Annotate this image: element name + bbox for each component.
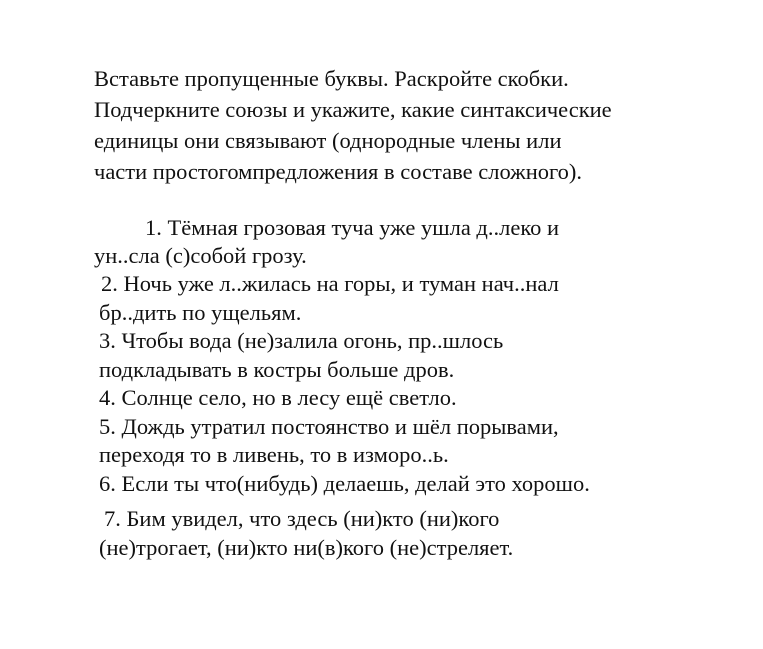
item-number: 3. — [99, 328, 116, 353]
exercise-item-7 — [104, 503, 499, 534]
item-text: Если ты что(нибудь) делаешь, делай это хорошо. — [121, 471, 590, 496]
instruction-line-2: Подчеркните союзы и укажите, какие синтаксические — [94, 97, 612, 122]
item-number: 5. — [99, 414, 116, 439]
item-7-continuation: (не)трогает, (ни)кто ни(в)кого (не)стреляет. — [99, 535, 514, 560]
instruction-line-4: части простогомпредложения в составе сложного). — [94, 159, 583, 184]
exercise-item-3 — [99, 325, 503, 356]
item-text: Чтобы вода (не)залила огонь, пр..шлось — [121, 328, 504, 353]
item-text: Тёмная грозовая туча уже ушла д..леко и — [167, 215, 560, 240]
item-3-continuation: подкладывать в костры больше дров. — [99, 357, 455, 382]
instruction-line-3: единицы они связывают (однородные члены или — [94, 128, 562, 153]
instruction-line-1: Вставьте пропущенные буквы. Раскройте скобки. — [94, 66, 569, 91]
exercise-item-5 — [99, 411, 559, 442]
exercise-item-2 — [101, 268, 559, 299]
item-1-continuation: ун..сла (с)собой грозу. — [94, 243, 307, 268]
exercise-item-1 — [145, 212, 559, 243]
item-text: Ночь уже л..жилась на горы, и туман нач..нал — [123, 271, 559, 296]
item-number: 4. — [99, 385, 116, 410]
item-2-continuation: бр..дить по ущельям. — [99, 300, 302, 325]
item-text: Бим увидел, что здесь (ни)кто (ни)кого — [126, 506, 500, 531]
item-number: 6. — [99, 471, 116, 496]
item-number: 7. — [104, 506, 121, 531]
item-number: 2. — [101, 271, 118, 296]
exercise-item-4 — [99, 382, 457, 413]
item-number: 1. — [145, 215, 162, 240]
item-text: Дождь утратил постоянство и шёл порывами, — [121, 414, 559, 439]
exercise-item-6 — [99, 468, 590, 499]
item-5-continuation: переходя то в ливень, то в изморо..ь. — [99, 442, 449, 467]
item-text: Солнце село, но в лесу ещё светло. — [121, 385, 457, 410]
